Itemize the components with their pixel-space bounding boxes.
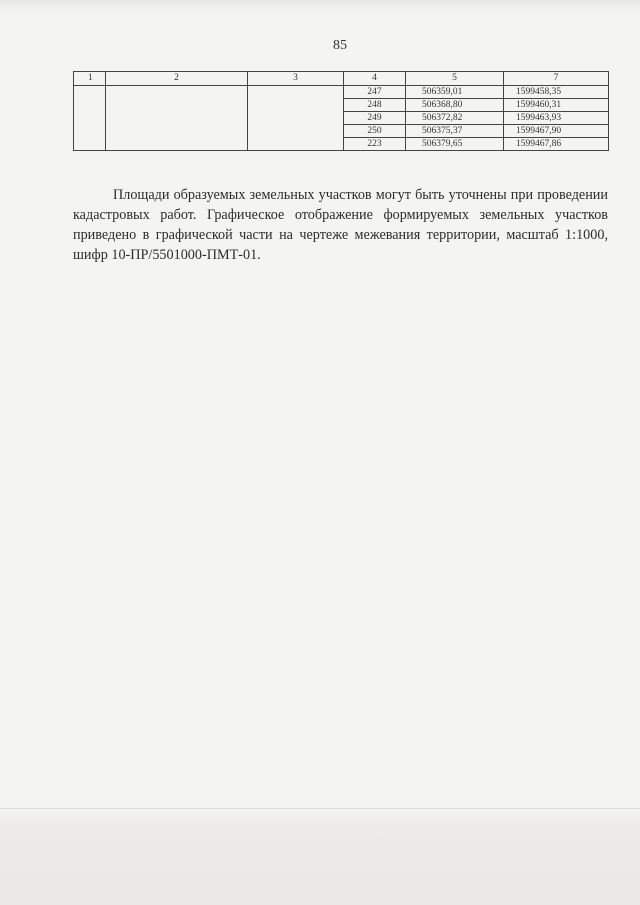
- column-header: 5: [406, 72, 504, 86]
- point-number-cell: 223: [344, 138, 406, 151]
- x-coordinate-cell: 506375,37: [406, 125, 504, 138]
- point-number-cell: 249: [344, 112, 406, 125]
- merged-cell-col2: [106, 86, 248, 151]
- merged-cell-col1: [74, 86, 106, 151]
- body-paragraph: Площади образуемых земельных участков могут быть уточнены при проведении кадастровых работ. Графическое отображение формируемых земельных участков приведено в графической части на чертеже межевания территории, масштаб 1:1000, шифр 10-ПР/5501000-ПМТ-01.: [73, 187, 608, 264]
- column-header: 2: [106, 72, 248, 86]
- scan-top-edge: [0, 0, 640, 12]
- point-number-cell: 250: [344, 125, 406, 138]
- merged-cell-col3: [248, 86, 344, 151]
- coordinates-table: [73, 71, 609, 151]
- y-coordinate-cell: 1599458,35: [504, 86, 609, 99]
- page-number: 85: [333, 38, 347, 53]
- column-header: 3: [248, 72, 344, 86]
- column-header: 4: [344, 72, 406, 86]
- column-header: 7: [504, 72, 609, 86]
- table-row: [74, 86, 609, 99]
- y-coordinate-cell: 1599467,90: [504, 125, 609, 138]
- x-coordinate-cell: 506368,80: [406, 99, 504, 112]
- x-coordinate-cell: 506372,82: [406, 112, 504, 125]
- column-header: 1: [74, 72, 106, 86]
- y-coordinate-cell: 1599460,31: [504, 99, 609, 112]
- y-coordinate-cell: 1599463,93: [504, 112, 609, 125]
- point-number-cell: 248: [344, 99, 406, 112]
- scan-bottom-edge: [0, 808, 640, 905]
- x-coordinate-cell: 506379,65: [406, 138, 504, 151]
- x-coordinate-cell: 506359,01: [406, 86, 504, 99]
- table-header-row: [74, 72, 609, 86]
- point-number-cell: 247: [344, 86, 406, 99]
- y-coordinate-cell: 1599467,86: [504, 138, 609, 151]
